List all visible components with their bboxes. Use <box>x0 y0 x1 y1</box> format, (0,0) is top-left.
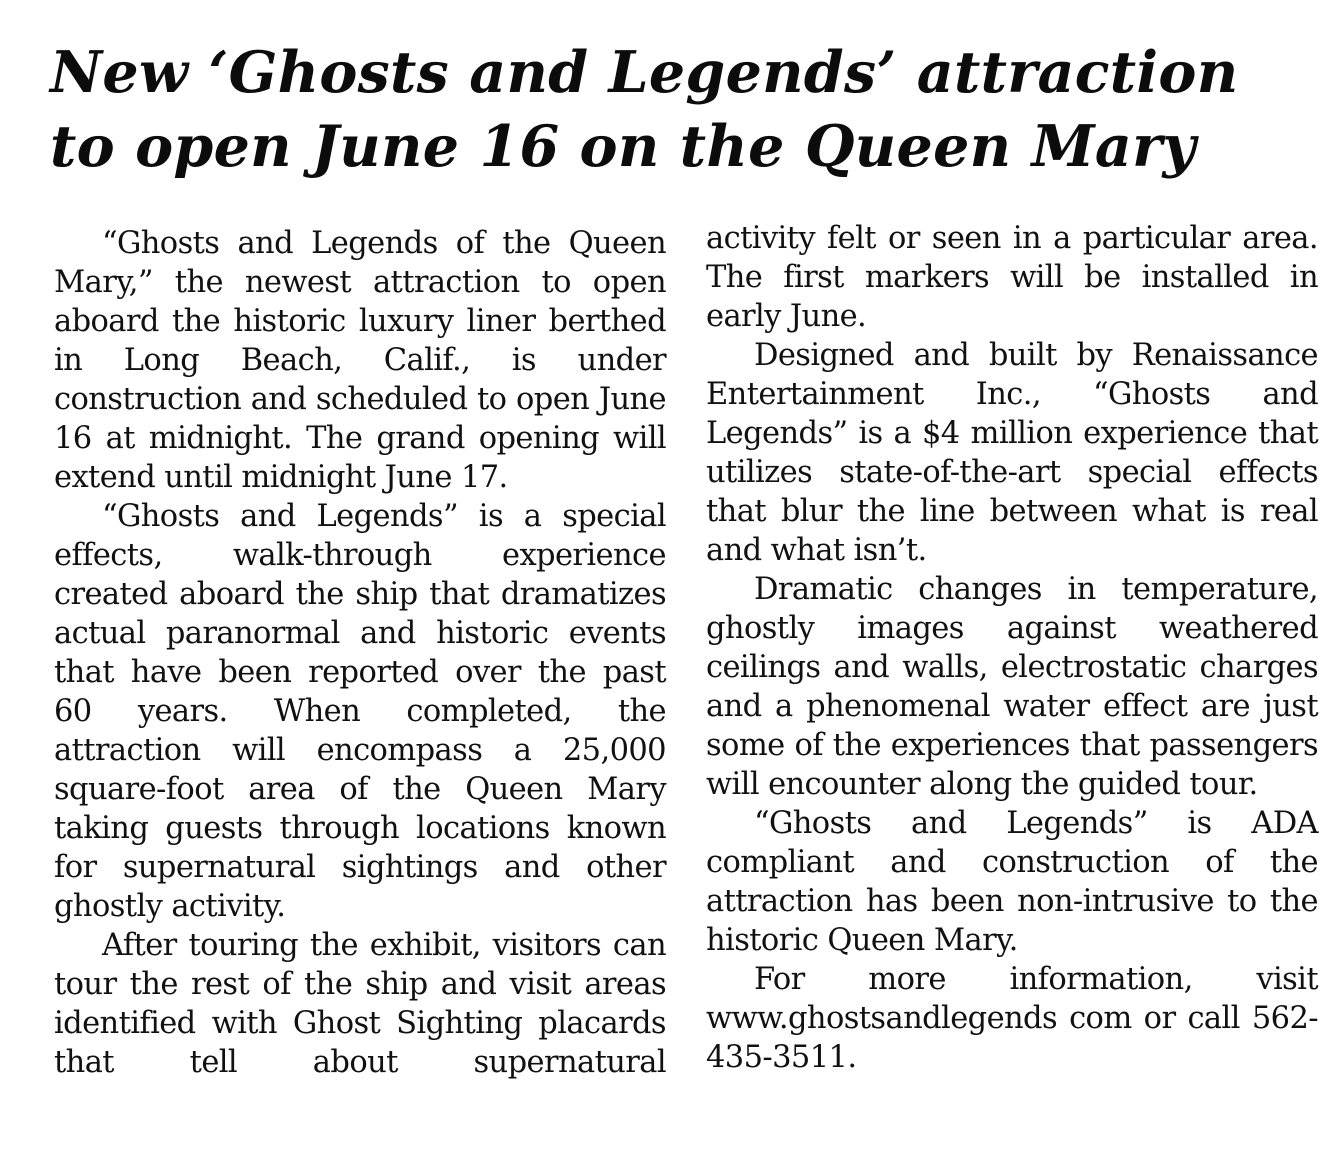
paragraph-ada: “Ghosts and Legends” is ADA compliant and construction of the attraction has been non-intrusive to the historic Queen Mary. <box>706 806 1318 958</box>
paragraph-effects: Dramatic changes in temperature, ghostly images against weathered ceilings and walls, electrostatic charges and a phenomenal water effect are just some of the experiences that passengers will encounter along the guided tour. <box>706 572 1318 802</box>
paragraph-touring: After touring the exhibit, visitors can tour the rest of the ship and visit areas identified with Ghost Sighting placards that tell about supernatural <box>54 928 666 1080</box>
headline <box>50 36 1300 184</box>
left-column <box>54 224 666 1082</box>
paragraph-intro: “Ghosts and Legends of the Queen Mary,” the newest attraction to open aboard the historic luxury liner berthed in Long Beach, Calif., is under construction and scheduled to open June 16 at midnight. The grand opening will extend until midnight June 17. <box>54 226 666 495</box>
paragraph-contact: For more information, visit www.ghostsandlegends com or call 562-435-3511. <box>706 962 1318 1075</box>
right-column <box>706 219 1318 1077</box>
headline-line-1: New ‘Ghosts and Legends’ attraction <box>50 39 1239 106</box>
paragraph-designer: Designed and built by Renaissance Entertainment Inc., “Ghosts and Legends” is a $4 million experience that utilizes state-of-the-art special effects that blur the line between what is real and what isn’t. <box>706 338 1318 568</box>
paragraph-description: “Ghosts and Legends” is a special effects, walk-through experience created aboard the ship that dramatizes actual paranormal and historic events that have been reported over the past 60 years. When completed, the attraction will encompass a 25,000 square-foot area of the Queen Mary taking guests through locations known for supernatural sightings and other ghostly activity. <box>54 499 666 924</box>
paragraph-touring-continued: activity felt or seen in a particular area. The first markers will be installed in early June. <box>706 221 1318 334</box>
headline-line-2: to open June 16 on the Queen Mary <box>50 113 1196 180</box>
